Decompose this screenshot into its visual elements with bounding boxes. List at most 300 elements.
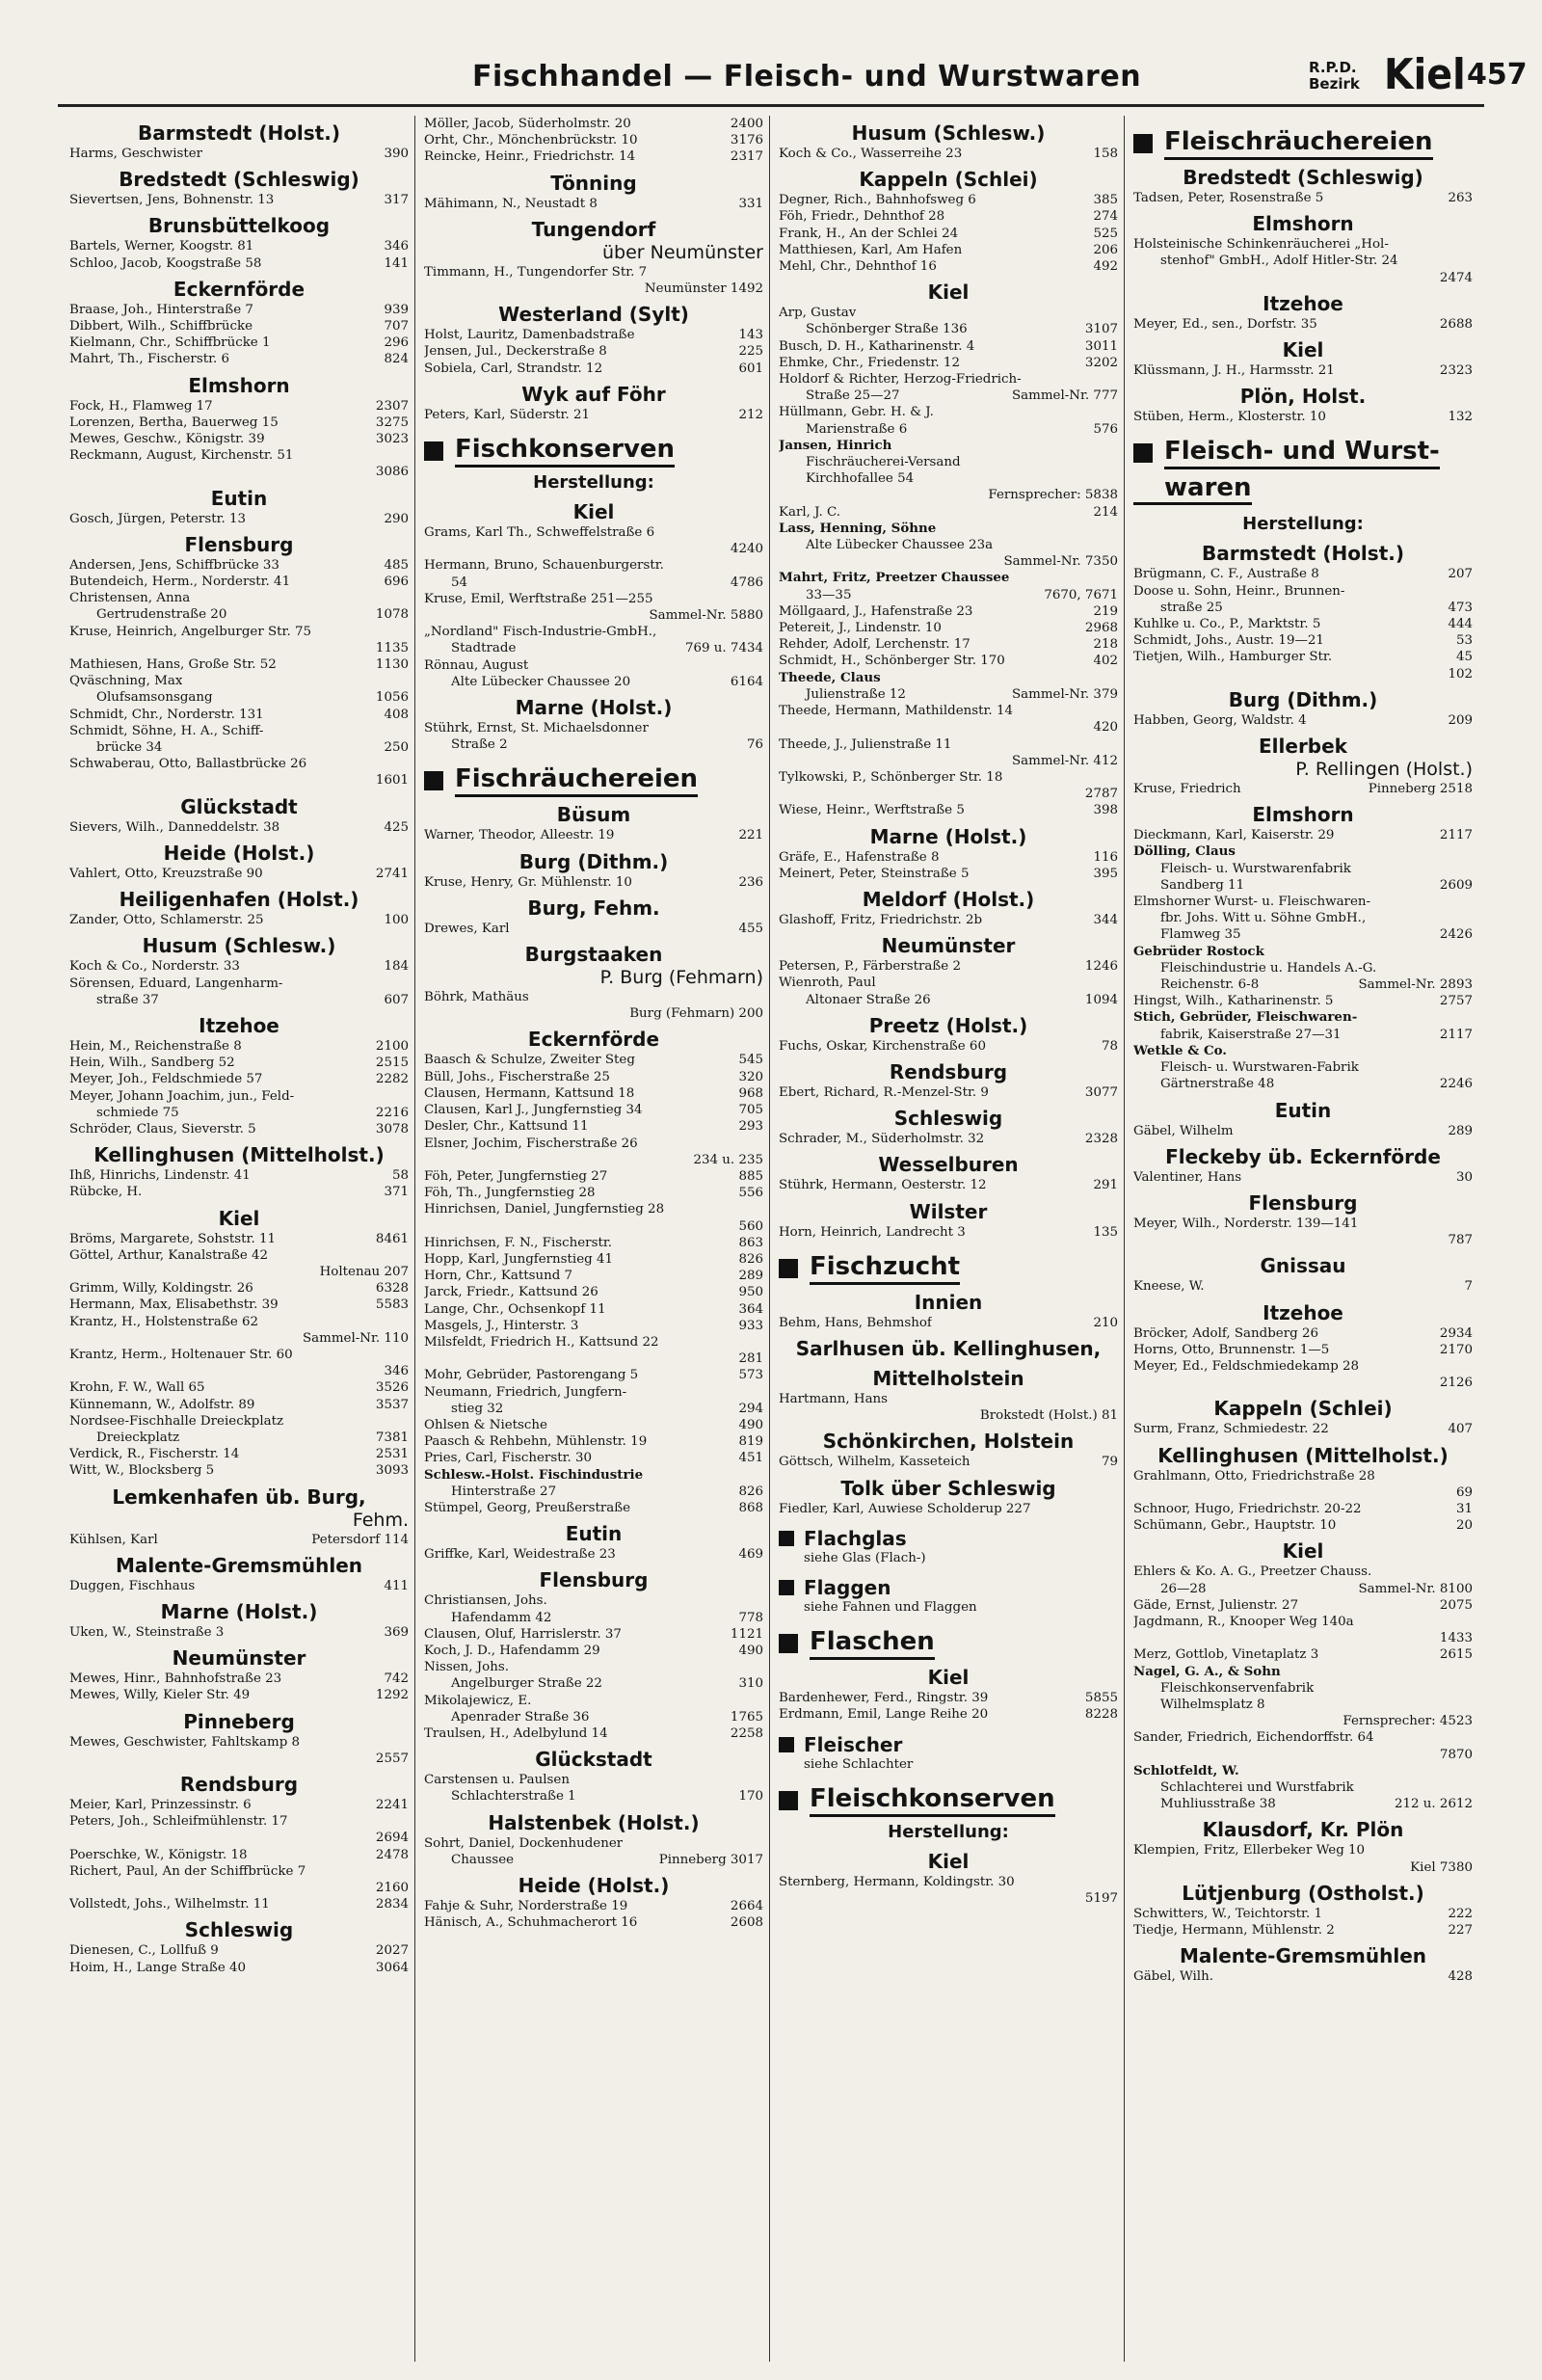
entry-phone: 7 [1464, 1279, 1473, 1295]
city-heading: Plön, Holst. [1239, 385, 1367, 409]
entry-continuation [1133, 1027, 1473, 1043]
listing-entry [1133, 1968, 1473, 1985]
entry-phone: 2426 [1439, 927, 1473, 943]
entry-name: Koch, J. D., Hafendamm 29 [424, 1643, 600, 1658]
listing-entry [69, 1624, 409, 1641]
entry-phone: 236 [738, 874, 763, 890]
listing-entry [69, 912, 409, 928]
section-heading [424, 764, 763, 797]
city-heading: Kiel [927, 1666, 970, 1690]
entry-phone: 2117 [1439, 1027, 1473, 1042]
listing-entry [1133, 1763, 1473, 1779]
entry-name: Hermann, Max, Elisabethstr. 39 [69, 1297, 279, 1313]
entry-continuation [779, 992, 1118, 1008]
city-heading: Heide (Holst.) [518, 1874, 670, 1898]
entry-name: Fiedler, Karl, Auwiese Scholderup 227 [779, 1501, 1031, 1516]
listing-entry [69, 238, 409, 254]
entry-phone: 293 [738, 1119, 763, 1135]
city-heading: Marne (Holst.) [515, 696, 673, 720]
entry-continuation [1133, 910, 1473, 926]
entry-continuation [69, 739, 409, 756]
entry-phone: 2307 [375, 398, 409, 414]
city-heading: Flensburg [1248, 1190, 1358, 1215]
entry-name: Drewes, Karl [424, 921, 510, 936]
listing-entry [779, 1690, 1118, 1706]
entry-name: Göttel, Arthur, Kanalstraße 42 [69, 1247, 269, 1263]
entry-phone: 707 [384, 319, 409, 334]
listing-entry [1133, 712, 1473, 729]
entry-continuation [1133, 600, 1473, 616]
entry-phone: 274 [1093, 209, 1118, 225]
entry-address: Muhliusstraße 38 [1160, 1797, 1276, 1812]
entry-name: Uken, W., Steinstraße 3 [69, 1624, 225, 1640]
listing-entry [779, 802, 1118, 818]
entry-name: Ohlsen & Nietsche [424, 1417, 547, 1432]
city-heading: Kiel [927, 1849, 970, 1873]
entry-phone: 3202 [1084, 355, 1118, 370]
entry-name: Petereit, J., Lindenstr. 10 [779, 621, 942, 636]
entry-address: Reichenstr. 6-8 [1160, 977, 1260, 993]
city-heading: Kiel [927, 281, 970, 305]
entry-address: straße 37 [96, 992, 159, 1007]
page-number: 457 [1467, 58, 1528, 92]
listing-entry [779, 636, 1118, 653]
city-heading: Preetz (Holst.) [868, 1013, 1028, 1037]
entry-name: Doose u. Sohn, Heinr., Brunnen- [1133, 583, 1345, 599]
listing-entry [424, 1725, 763, 1742]
cross-reference-text: siehe Schlachter [804, 1756, 914, 1772]
entry-name: Degner, Rich., Bahnhofsweg 6 [779, 193, 976, 208]
entry-phone: 281 [738, 1351, 763, 1367]
listing-entry [424, 1367, 763, 1383]
entry-phone: 2027 [375, 1943, 409, 1959]
entry-name: Gebrüder Rostock [1133, 943, 1264, 959]
entry-address: Alte Lübecker Chaussee 20 [451, 674, 631, 689]
entry-phone: 607 [384, 992, 409, 1007]
city-heading: Sarlhusen üb. Kellinghusen, [795, 1336, 1102, 1360]
listing-entry [779, 192, 1118, 208]
entry-address: Fleischkonservenfabrik [1160, 1680, 1315, 1696]
listing-entry [69, 590, 409, 606]
listing-entry [69, 1071, 409, 1087]
listing-entry [779, 570, 1118, 586]
entry-address: Fleischindustrie u. Handels A.-G. [1160, 960, 1377, 976]
entry-address: Schlachterstraße 1 [451, 1789, 576, 1805]
listing-entry [1133, 1043, 1473, 1059]
section-title: Fleischräuchereien [1164, 127, 1433, 160]
entry-name: Hüllmann, Gebr. H. & J. [779, 405, 934, 420]
entry-name: Tiedje, Hermann, Mühlenstr. 2 [1133, 1923, 1335, 1938]
entry-continuation [779, 587, 1118, 603]
listing-entry [1133, 316, 1473, 333]
entry-phone: 1601 [375, 773, 409, 789]
entry-phone: 2557 [375, 1751, 409, 1766]
entry-name: Bardenhewer, Ferd., Ringstr. 39 [779, 1691, 989, 1706]
section-marker-icon [424, 771, 443, 790]
entry-name: Krantz, H., Holstenstraße 62 [69, 1314, 259, 1329]
entry-continuation [424, 1852, 763, 1868]
entry-phone: 289 [738, 1269, 763, 1284]
entry-phone: 1121 [730, 1626, 763, 1642]
entry-name: Schümann, Gebr., Hauptstr. 10 [1133, 1518, 1337, 1534]
entry-name: Masgels, J., Hinterstr. 3 [424, 1318, 579, 1333]
entry-phone: 407 [1448, 1422, 1473, 1437]
entry-phone: 2478 [375, 1847, 409, 1862]
entry-phone: 3011 [1084, 338, 1118, 354]
city-heading: Burgstaaken [524, 943, 663, 967]
listing-entry [1133, 362, 1473, 379]
entry-phone: 135 [1093, 1224, 1118, 1240]
entry-continuation [779, 421, 1118, 438]
listing-entry [1133, 1216, 1473, 1232]
entry-phone: 210 [1093, 1315, 1118, 1330]
entry-phone: 601 [738, 361, 763, 376]
entry-phone: 390 [384, 147, 409, 161]
entry-phone: 2787 [1084, 787, 1118, 802]
city-heading: Gnissau [1260, 1254, 1346, 1278]
listing-entry [1133, 1325, 1473, 1342]
entry-phone: 2258 [730, 1726, 763, 1741]
city-heading: Ellerbek [1259, 735, 1347, 759]
entry-name: Nordsee-Fischhalle Dreieckplatz [69, 1413, 284, 1429]
entry-phone: 402 [1093, 654, 1118, 669]
entry-name: Paasch & Rehbehn, Mühlenstr. 19 [424, 1434, 648, 1450]
entry-name: Hoim, H., Lange Straße 40 [69, 1960, 247, 1975]
listing-entry [1133, 1169, 1473, 1186]
listing-entry [779, 1177, 1118, 1193]
listing-entry [424, 1069, 763, 1085]
listing-entry [69, 334, 409, 351]
entry-name: Schlesw.-Holst. Fischindustrie [424, 1466, 644, 1483]
entry-name: Koch & Co., Norderstr. 33 [69, 959, 240, 975]
entry-phone: 170 [738, 1789, 763, 1805]
listing-entry [424, 1592, 763, 1609]
entry-name: Lange, Chr., Ochsenkopf 11 [424, 1301, 606, 1317]
listing-entry [424, 1235, 763, 1251]
section-heading [779, 1627, 1118, 1660]
entry-name: Clausen, Hermann, Kattsund 18 [424, 1085, 635, 1101]
entry-phone: 2531 [375, 1447, 409, 1462]
entry-phone: 53 [1455, 633, 1473, 649]
entry-phone: 455 [738, 921, 763, 936]
entry-name: Bartels, Werner, Koogstr. 81 [69, 239, 254, 254]
entry-name: Stich, Gebrüder, Fleischwaren- [1133, 1009, 1358, 1026]
entry-name: Mohr, Gebrüder, Pastorengang 5 [424, 1368, 639, 1383]
entry-name: Petersen, P., Färberstraße 2 [779, 959, 961, 975]
entry-name: Pries, Carl, Fischerstr. 30 [424, 1451, 593, 1466]
entry-phone: Sammel-Nr. 379 [1011, 686, 1118, 702]
entry-name: Klüssmann, J. H., Harmsstr. 21 [1133, 363, 1335, 379]
listing-entry [69, 1397, 409, 1413]
entry-phone: 1056 [375, 690, 409, 706]
entry-phone: 100 [384, 913, 409, 928]
entry-name: Mewes, Hinr., Bahnhofstraße 23 [69, 1671, 282, 1687]
entry-phone: Sammel-Nr. 5880 [649, 608, 763, 624]
listing-entry [779, 736, 1118, 753]
listing-entry [1133, 781, 1473, 797]
city-heading: Eutin [565, 1522, 623, 1546]
cross-reference-heading [779, 1733, 1118, 1756]
entry-phone: 2609 [1439, 877, 1473, 893]
entry-phone: 4786 [730, 575, 763, 590]
listing-entry [779, 1315, 1118, 1331]
section-marker-icon [779, 1580, 794, 1595]
entry-name: Kneese, W. [1133, 1279, 1205, 1295]
listing-entry [424, 1251, 763, 1268]
entry-phone: 787 [1448, 1233, 1473, 1248]
entry-name: Stührk, Ernst, St. Michaelsdonner [424, 721, 649, 736]
entry-phone: 492 [1093, 259, 1118, 275]
entry-phone: 1130 [375, 657, 409, 673]
entry-phone: 320 [738, 1069, 763, 1084]
city-heading: Mittelholstein [872, 1366, 1024, 1390]
listing-entry [424, 196, 763, 212]
entry-address: Angelburger Straße 22 [451, 1676, 602, 1692]
entry-phone: 451 [738, 1451, 763, 1466]
entry-phone: 2160 [375, 1881, 409, 1896]
entry-name: Stüben, Herm., Klosterstr. 10 [1133, 410, 1326, 425]
listing-entry [1133, 649, 1473, 665]
city-heading: Neumünster [172, 1646, 306, 1671]
entry-name: Arp, Gustav [779, 306, 857, 321]
entry-address: stenhof" GmbH., Adolf Hitler-Str. 24 [1160, 254, 1398, 269]
entry-address: Hafendamm 42 [451, 1610, 552, 1625]
entry-phone: 1433 [1439, 1631, 1473, 1646]
cross-reference-text: siehe Glas (Flach-) [804, 1550, 926, 1565]
entry-phone: 826 [738, 1251, 763, 1267]
entry-phone: 31 [1455, 1501, 1473, 1516]
entry-phone: 939 [384, 302, 409, 317]
entry-name: Milsfeldt, Friedrich H., Kattsund 22 [424, 1334, 659, 1350]
listing-entry [424, 1450, 763, 1466]
cross-reference-text: siehe Fahnen und Flaggen [804, 1599, 977, 1615]
entry-continuation [1133, 960, 1473, 976]
entry-address: straße 25 [1160, 600, 1223, 615]
entry-name: Richert, Paul, An der Schiffbrücke 7 [69, 1863, 306, 1879]
listing-entry [779, 1391, 1118, 1407]
listing-entry [69, 1896, 409, 1912]
city-heading: Husum (Schlesw.) [851, 121, 1046, 145]
entry-phone: 45 [1455, 650, 1473, 665]
entry-continuation [424, 575, 763, 591]
city-heading: Fleckeby üb. Eckernförde [1165, 1144, 1441, 1168]
entry-name: Stümpel, Georg, Preußerstraße [424, 1500, 631, 1515]
listing-entry [69, 1347, 409, 1363]
entry-phone: Petersdorf 114 [311, 1532, 409, 1547]
entry-phone: 490 [738, 1417, 763, 1432]
listing-entry [779, 1224, 1118, 1241]
listing-entry [1133, 993, 1473, 1009]
city-heading: Wesselburen [878, 1153, 1019, 1177]
entry-name: Rönnau, August [424, 657, 529, 673]
city-heading: Kiel [1282, 1539, 1324, 1564]
entry-phone: 2834 [375, 1897, 409, 1912]
entry-phone: Sammel-Nr. 412 [1011, 753, 1118, 768]
city-heading: Heiligenhafen (Holst.) [119, 888, 359, 912]
city-heading: Itzehoe [1263, 1300, 1343, 1324]
entry-phone: Burg (Fehmarn) 200 [629, 1006, 763, 1022]
city-heading: Heide (Holst.) [163, 841, 315, 865]
city-heading: Husum (Schlesw.) [142, 934, 336, 958]
listing-entry [69, 1813, 409, 1830]
entry-phone: 225 [738, 344, 763, 360]
entry-address: Dreieckplatz [96, 1430, 180, 1445]
bezirk-text: Bezirk [1309, 75, 1360, 93]
entry-name: Grams, Karl Th., Schweffelstraße 6 [424, 525, 655, 541]
subsection-heading: Herstellung: [1242, 514, 1364, 535]
listing-entry [69, 1671, 409, 1687]
listing-entry [69, 756, 409, 772]
city-heading: Schleswig [893, 1107, 1003, 1131]
entry-continuation [424, 640, 763, 656]
entry-name: Hingst, Wilh., Katharinenstr. 5 [1133, 994, 1334, 1009]
section-marker-icon [779, 1259, 798, 1278]
entry-continuation [779, 537, 1118, 553]
entry-name: Meyer, Joh., Feldschmiede 57 [69, 1072, 263, 1087]
listing-entry [69, 351, 409, 367]
entry-phone: 2216 [375, 1105, 409, 1120]
entry-name: Jarck, Friedr., Kattsund 26 [424, 1285, 598, 1300]
entry-name: Erdmann, Emil, Lange Reihe 20 [779, 1707, 989, 1723]
city-heading: Marne (Holst.) [869, 824, 1027, 848]
section-title: Fischkonserven [455, 435, 675, 468]
entry-continuation [1133, 1779, 1473, 1796]
rpd-text: R.P.D. [1309, 59, 1357, 76]
entry-name: Möller, Jacob, Süderholmstr. 20 [424, 117, 631, 131]
city-heading: Westerland (Sylt) [498, 303, 689, 327]
entry-address: Stadtrade [451, 641, 517, 656]
city-heading: Bredstedt (Schleswig) [1183, 166, 1423, 189]
entry-name: Schmidt, Söhne, H. A., Schiff- [69, 723, 264, 738]
entry-name: Schrader, M., Süderholmstr. 32 [779, 1132, 985, 1147]
entry-name: Tietjen, Wilh., Hamburger Str. [1133, 650, 1333, 665]
entry-continuation [1133, 1796, 1473, 1812]
entry-name: Schnoor, Hugo, Friedrichstr. 20-22 [1133, 1501, 1362, 1516]
entry-name: Krohn, F. W., Wall 65 [69, 1380, 205, 1396]
entry-name: Mewes, Willy, Kieler Str. 49 [69, 1688, 251, 1703]
entry-phone: 1765 [730, 1709, 763, 1725]
listing-entry [69, 414, 409, 431]
entry-name: Mehl, Chr., Dehnthof 16 [779, 259, 937, 275]
listing-entry [779, 653, 1118, 669]
city-heading: Pinneberg [183, 1709, 295, 1733]
listing-entry [779, 146, 1118, 162]
entry-name: Krantz, Herm., Holtenauer Str. 60 [69, 1347, 293, 1362]
entry-name: Theede, Claus [779, 669, 881, 685]
city-heading: Glückstadt [180, 794, 298, 818]
rpd-label [1309, 60, 1360, 93]
entry-name: Clausen, Oluf, Harrislerstr. 37 [424, 1626, 622, 1642]
listing-entry [424, 1914, 763, 1931]
entry-name: Fock, H., Flamweg 17 [69, 398, 213, 414]
entry-name: Tadsen, Peter, Rosenstraße 5 [1133, 191, 1324, 205]
entry-continuation [69, 689, 409, 706]
listing-entry [779, 208, 1118, 225]
entry-name: Mewes, Geschwister, Fahltskamp 8 [69, 1734, 301, 1750]
city-heading: Schönkirchen, Holstein [822, 1430, 1075, 1454]
cross-reference-heading [779, 1576, 1118, 1599]
entry-phone: 371 [384, 1185, 409, 1200]
entry-name: Grimm, Willy, Koldingstr. 26 [69, 1281, 253, 1297]
entry-name: Grahlmann, Otto, Friedrichstraße 28 [1133, 1468, 1375, 1484]
entry-phone: 3093 [375, 1463, 409, 1479]
listing-entry [69, 1280, 409, 1297]
entry-phone: 143 [738, 328, 763, 343]
listing-entry [1133, 1664, 1473, 1680]
listing-entry [69, 1297, 409, 1313]
entry-phone: 206 [1093, 242, 1118, 257]
entry-phone: 76 [746, 737, 763, 753]
entry-continuation [69, 1105, 409, 1121]
listing-entry [1133, 190, 1473, 206]
listing-entry [424, 1301, 763, 1318]
listing-entry [69, 1797, 409, 1813]
entry-phone: Holtenau 207 [319, 1264, 409, 1279]
entry-phone: 20 [1455, 1518, 1473, 1534]
entry-phone: 221 [738, 828, 763, 843]
entry-phone: Sammel-Nr. 2893 [1358, 977, 1473, 993]
entry-phone: 2117 [1439, 828, 1473, 843]
entry-phone: 1135 [375, 640, 409, 655]
listing-entry [69, 255, 409, 272]
entry-phone: 7870 [1439, 1747, 1473, 1762]
listing-entry [1133, 1468, 1473, 1484]
entry-phone: 556 [738, 1186, 763, 1201]
listing-entry [424, 874, 763, 891]
entry-phone: Pinneberg 3017 [658, 1852, 763, 1867]
entry-continuation [424, 1484, 763, 1500]
listing-entry [424, 1626, 763, 1643]
entry-phone: 933 [738, 1318, 763, 1333]
entry-phone: 819 [738, 1434, 763, 1450]
entry-continuation [69, 606, 409, 623]
listing-entry [424, 1136, 763, 1152]
entry-name: Kruse, Henry, Gr. Mühlenstr. 10 [424, 874, 632, 890]
entry-phone: 310 [738, 1676, 763, 1692]
entry-phone: 3023 [375, 432, 409, 447]
listing-entry [779, 521, 1118, 537]
entry-phone: 4240 [730, 542, 763, 557]
city-heading: Burg (Dithm.) [1228, 687, 1378, 711]
entry-name: Bröms, Margarete, Sohststr. 11 [69, 1231, 277, 1246]
entry-phone: 207 [1448, 567, 1473, 582]
entry-phone: 369 [384, 1624, 409, 1640]
listing-entry [1133, 944, 1473, 960]
entry-phone: 1292 [375, 1688, 409, 1703]
city-heading: Tolk über Schleswig [840, 1476, 1056, 1500]
listing-entry [779, 975, 1118, 991]
cross-reference-title: Flachglas [804, 1526, 907, 1550]
city-subheading: über Neumünster [601, 241, 763, 263]
column-divider [414, 116, 415, 2362]
entry-phone: 3107 [1084, 322, 1118, 337]
entry-name: Nissen, Johs. [424, 1660, 509, 1675]
listing-entry [424, 148, 763, 165]
entry-name: Meyer, Ed., sen., Dorfstr. 35 [1133, 316, 1317, 332]
entry-name: Matthiesen, Karl, Am Hafen [779, 242, 963, 257]
entry-name: Desler, Chr., Kattsund 11 [424, 1119, 589, 1135]
listing-entry [1133, 1906, 1473, 1922]
listing-entry [424, 407, 763, 423]
entry-phone: 346 [384, 1364, 409, 1379]
entry-phone: 696 [384, 575, 409, 590]
entry-phone: 2757 [1439, 994, 1473, 1009]
entry-phone: 8228 [1084, 1707, 1118, 1723]
entry-continuation [424, 736, 763, 753]
listing-entry [779, 438, 1118, 454]
city-heading: Tönning [550, 171, 637, 195]
listing-entry [69, 1314, 409, 1330]
